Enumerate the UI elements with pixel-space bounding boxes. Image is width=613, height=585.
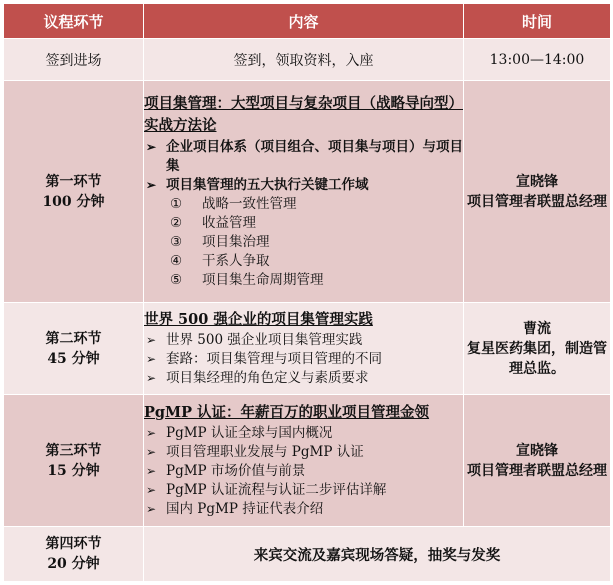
list-item: ➢ 套路：项目集管理与项目管理的不同 [146,350,382,367]
arrow-bullet-icon: ➢ [146,351,157,366]
header-content: 内容 [144,4,464,39]
stage4-row [4,527,611,582]
speaker-title: 项目管理者联盟总经理 [467,462,607,479]
list-item: ➢ 世界 500 强企业项目集管理实践 [146,331,363,348]
stage3-label [4,395,144,527]
checkin-stage: 签到进场 [4,39,144,81]
stage2-duration: 45 分钟 [47,350,100,367]
stage3-content [144,395,464,527]
arrow-bullet-icon: ➢ [146,501,157,516]
speaker-title: 项目管理者联盟总经理 [467,193,607,210]
stage2-content [144,303,464,395]
speaker-title: 复星医药集团，制造管理总监。 [467,340,607,377]
stage1-speaker [464,81,611,303]
stage4-content: 来宾交流及嘉宾现场答疑，抽奖与发奖 [144,527,611,582]
stage3-bullets [144,424,463,519]
stage2-name: 第二环节 [45,330,102,347]
arrow-bullet-icon: ➢ [146,425,157,440]
arrow-bullet-icon: ➢ [146,370,157,385]
list-item: ➢ PgMP 认证全球与国内概况 [146,424,333,441]
arrow-bullet-icon: ➢ [146,332,157,347]
header-stage: 议程环节 [4,4,144,39]
speaker-name: 宣晓锋 [516,442,558,459]
list-item: ➢ 国内 PgMP 持证代表介绍 [146,500,324,517]
speaker-name: 宣晓锋 [516,173,558,190]
stage2-title: 世界 500 强企业的项目集管理实践 [144,310,373,328]
stage3-title: PgMP 认证：年薪百万的职业项目管理金领 [144,403,430,421]
arrow-bullet-icon: ➢ [146,140,157,154]
list-item: ⑤ 项目集生命周期管理 [170,272,324,288]
list-item: ② 收益管理 [170,215,256,231]
list-item: ③ 项目集治理 [170,234,270,250]
stage2-speaker [464,303,611,395]
list-item: ➢ 企业项目体系（项目组合、项目集与项目）与项目集 [146,139,463,174]
list-item: ➢ 项目集经理的角色定义与素质要求 [146,369,369,386]
list-item: ① 战略一致性管理 [170,196,297,212]
stage1-content [144,81,464,303]
stage1-duration: 100 分钟 [42,193,105,210]
agenda-table [3,3,611,582]
stage1-name: 第一环节 [45,173,102,190]
stage1-label [4,81,144,303]
stage4-duration: 20 分钟 [47,556,100,572]
list-item: ➢ 项目管理职业发展与 PgMP 认证 [146,443,364,460]
stage2-bullets [144,331,463,388]
list-item: ➢ PgMP 市场价值与前景 [146,462,306,479]
arrow-bullet-icon: ➢ [146,178,157,192]
arrow-bullet-icon: ➢ [146,482,157,497]
stage3-name: 第三环节 [45,442,102,459]
speaker-name: 曹流 [523,320,551,337]
stage3-row [4,395,611,527]
list-item: ➢ 项目集管理的五大执行关键工作域 [146,177,369,193]
header-time: 时间 [464,4,611,39]
checkin-content: 签到，领取资料，入座 [144,39,464,81]
checkin-time: 13:00—14:00 [464,39,611,81]
stage3-speaker [464,395,611,527]
list-item: ④ 干系人争取 [170,253,270,269]
stage2-row [4,303,611,395]
stage1-title: 项目集管理：大型项目与复杂项目（战略导向型）实战方法论 [144,95,463,134]
stage1-row [4,81,611,303]
stage1-subitems [144,195,463,290]
stage4-label [4,527,144,582]
header-row [4,4,611,39]
checkin-row [4,39,611,81]
stage4-name: 第四环节 [45,536,102,552]
list-item: ➢ PgMP 认证流程与认证二步评估详解 [146,481,387,498]
stage3-duration: 15 分钟 [47,462,100,479]
arrow-bullet-icon: ➢ [146,463,157,478]
stage1-bullets [144,138,463,195]
arrow-bullet-icon: ➢ [146,444,157,459]
stage2-label [4,303,144,395]
